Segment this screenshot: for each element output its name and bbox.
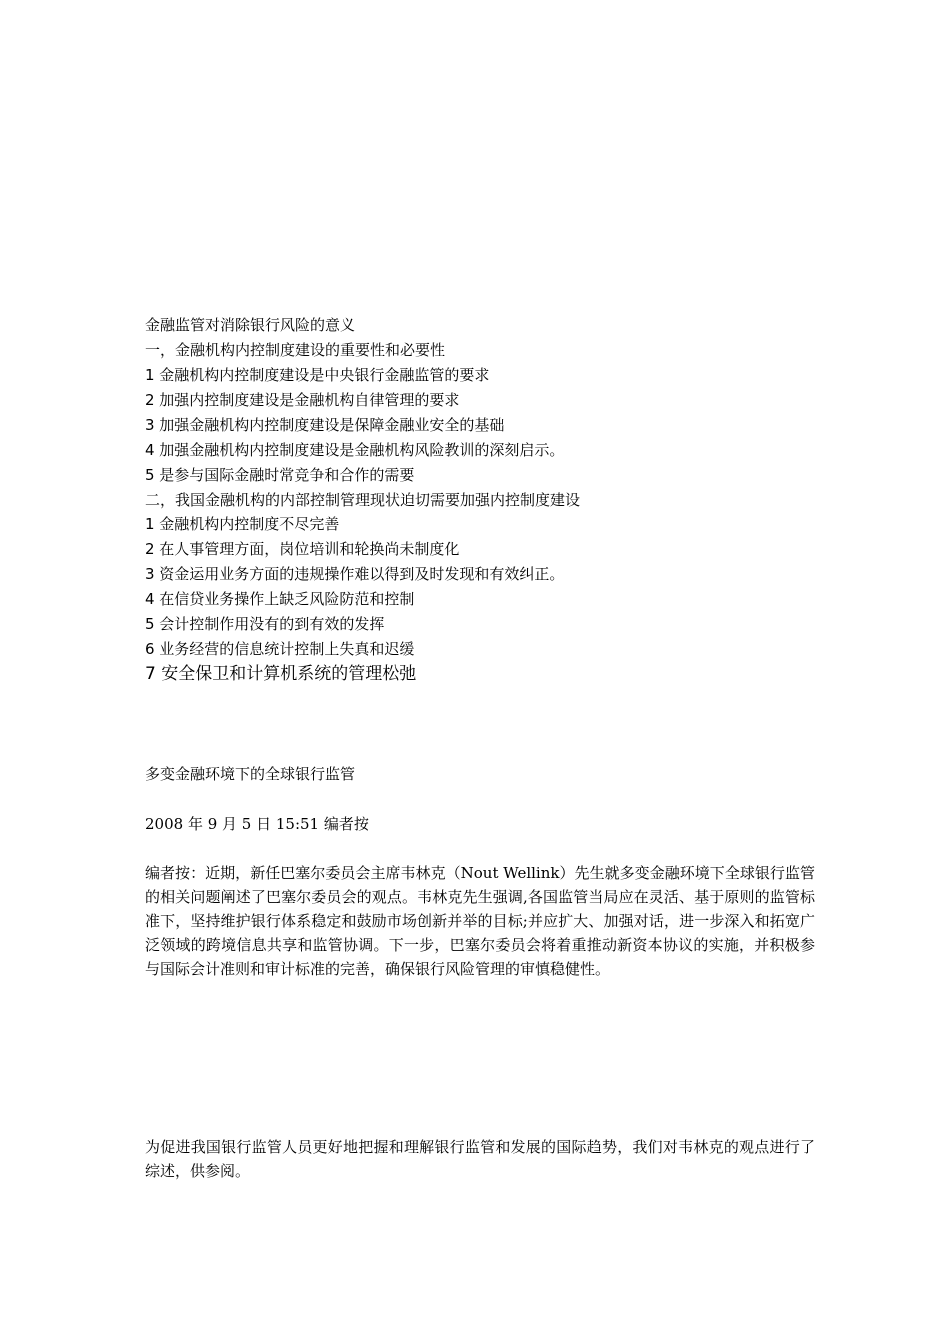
section2-item: 5 会计控制作用没有的到有效的发挥 [145, 615, 385, 633]
section2-item: 6 业务经营的信息统计控制上失真和迟缓 [145, 640, 415, 658]
section2-item: 7 安全保卫和计算机系统的管理松弛 [145, 664, 417, 684]
section1-item: 4 加强金融机构内控制度建设是金融机构风险教训的深刻启示。 [145, 441, 565, 459]
intro-paragraph: 为促进我国银行监管人员更好地把握和理解银行监管和发展的国际趋势，我们对韦林克的观点进行了综述，供参阅。 [145, 1138, 815, 1180]
section1-item: 3 加强金融机构内控制度建设是保障金融业安全的基础 [145, 416, 505, 434]
section1-heading: 一，金融机构内控制度建设的重要性和必要性 [145, 341, 446, 359]
section2-heading: 二，我国金融机构的内部控制管理现状迫切需要加强内控制度建设 [145, 491, 581, 509]
section1-item: 5 是参与国际金融时常竞争和合作的需要 [145, 466, 415, 484]
section2-item: 3 资金运用业务方面的违规操作难以得到及时发现和有效纠正。 [145, 565, 565, 583]
article-dateline: 2008 年 9 月 5 日 15:51 编者按 [145, 815, 369, 833]
section2-item: 1 金融机构内控制度不尽完善 [145, 515, 340, 533]
outline-title: 金融监管对消除银行风险的意义 [145, 316, 356, 334]
section1-item: 1 金融机构内控制度建设是中央银行金融监管的要求 [145, 366, 490, 384]
editor-note-paragraph: 编者按：近期，新任巴塞尔委员会主席韦林克（Nout Wellink）先生就多变金融环境下全球银行监管的相关问题阐述了巴塞尔委员会的观点。韦林克先生强调,各国监管当局应在灵活、基于原则的监管标准下，坚持维护银行体系稳定和鼓励市场创新并举的目标;并应扩大、加强对话，进一步深入和拓宽广泛领域的跨境信息共享和监管协调。下一步，巴塞尔委员会将着重推动新资本协议的实施，并积极参与国际会计准则和审计标准的完善，确保银行风险管理的审慎稳健性。 [145, 864, 815, 978]
section2-item: 4 在信贷业务操作上缺乏风险防范和控制 [145, 590, 415, 608]
article-title: 多变金融环境下的全球银行监管 [145, 765, 356, 783]
section1-item: 2 加强内控制度建设是金融机构自律管理的要求 [145, 391, 460, 409]
section2-item: 2 在人事管理方面，岗位培训和轮换尚未制度化 [145, 540, 460, 558]
